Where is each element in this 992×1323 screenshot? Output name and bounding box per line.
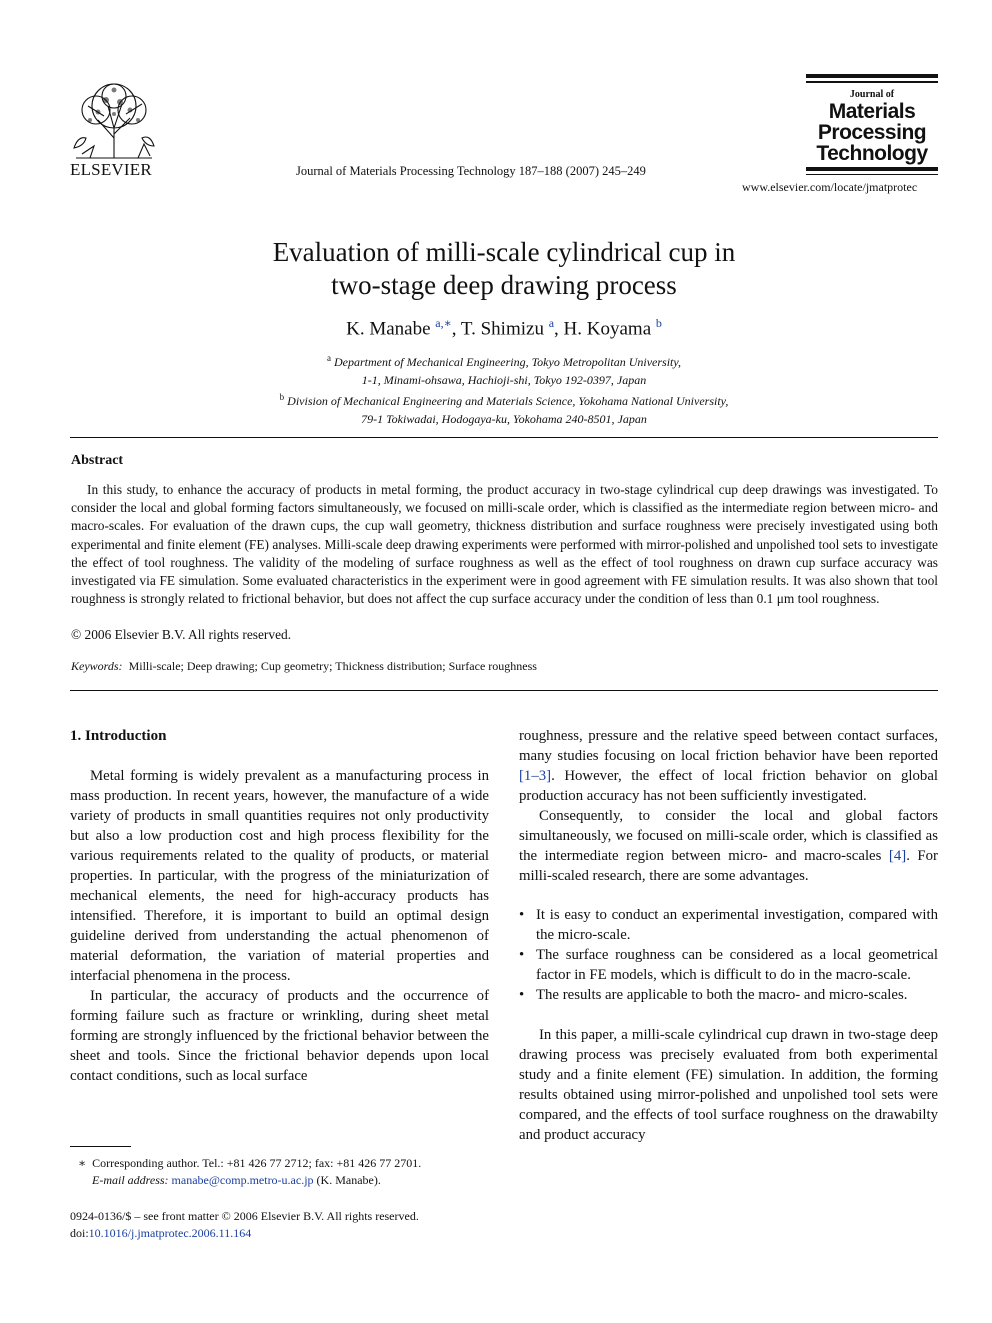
list-item: • The results are applicable to both the macro- and micro-scales. <box>519 985 938 1005</box>
keywords-list: Milli-scale; Deep drawing; Cup geometry; Thickness distribution; Surface roughness <box>128 659 537 673</box>
author-name: T. Shimizu <box>460 318 544 340</box>
body-column-left <box>70 726 489 1086</box>
title-line: two-stage deep drawing process <box>331 270 677 300</box>
affiliation-line: 1-1, Minami-ohsawa, Hachioji-shi, Tokyo 192-0397, Japan <box>361 372 647 387</box>
paragraph: Consequently, to consider the local and global factors simultaneously, we focused on milli-scale order, which is classified as the intermediate region between micro- and macro-scales [4]. For milli-scaled research, there are some advantages. <box>519 808 938 884</box>
paragraph: In particular, the accuracy of products and the occurrence of forming failure such as fracture or wrinkling, during sheet metal forming are strongly influenced by the frictional behavior between the sheet and tools. Since the frictional behavior depends upon local contact conditions, such as local surface <box>70 988 489 1084</box>
affiliation-marker: b <box>279 392 285 402</box>
affiliations <box>0 350 992 428</box>
journal-name-line: Technology <box>816 141 928 165</box>
corresponding-author-footnote: ∗ Corresponding author. Tel.: +81 426 77 2712; fax: +81 426 77 2701. E-mail address: manabe@comp.metro-u.ac.jp (K. Manabe). <box>78 1156 422 1187</box>
divider <box>70 690 938 691</box>
journal-citation: Journal of Materials Processing Technology 187–188 (2007) 245–249 <box>296 164 646 178</box>
journal-name-line: Processing <box>817 120 927 144</box>
author-affiliation-link[interactable]: a,∗ <box>435 316 452 330</box>
list-item: • It is easy to conduct an experimental investigation, compared with the micro-scale. <box>519 905 938 945</box>
affiliation-line: Division of Mechanical Engineering and Materials Science, Yokohama National University, <box>287 394 729 408</box>
email-link[interactable]: manabe@comp.metro-u.ac.jp <box>171 1172 314 1187</box>
article-title <box>0 236 992 302</box>
citation-link[interactable]: [1–3] <box>519 768 552 784</box>
abstract-heading: Abstract <box>71 453 124 468</box>
footnote-divider <box>70 1146 131 1147</box>
journal-url[interactable]: www.elsevier.com/locate/jmatprotec <box>742 180 918 194</box>
paragraph: In this paper, a milli-scale cylindrical cup drawn in two-stage deep drawing process was precisely evaluated from both experimental study and a finite element (FE) simulation. In addition, the forming results obtained using mirror-polished and unpolished tool sets were compared, and the effects of tool surface roughness on the drawabilty and product accuracy <box>519 1027 938 1143</box>
publisher-name: ELSEVIER <box>70 160 152 179</box>
author-list: K. Manabe $^{a,∗}$, T. Shimizu $^a$, H. Koyama $^b$ <box>346 316 662 340</box>
journal-masthead <box>806 74 938 175</box>
author-affiliation-link[interactable]: a <box>548 316 555 330</box>
divider <box>70 437 938 438</box>
issn-line: 0924-0136/$ – see front matter © 2006 Elsevier B.V. All rights reserved. <box>70 1209 419 1223</box>
title-line: Evaluation of milli-scale cylindrical cup in <box>272 237 736 267</box>
author-affiliation-link[interactable]: b <box>655 316 662 330</box>
citation-link[interactable]: [4] <box>888 848 907 864</box>
affiliation-line: 79-1 Tokiwadai, Hodogaya-ku, Yokohama 240-8501, Japan <box>361 411 647 426</box>
advantage-list <box>519 905 938 1005</box>
body-column-right <box>519 726 938 1145</box>
abstract-copyright: © 2006 Elsevier B.V. All rights reserved. <box>71 627 292 642</box>
keywords <box>71 659 537 674</box>
journal-name-line: Materials <box>828 99 916 123</box>
author-name: K. Manabe <box>346 318 431 340</box>
affiliation-line: Department of Mechanical Engineering, Tokyo Metropolitan University, <box>333 355 682 369</box>
paragraph: Metal forming is widely prevalent as a manufacturing process in mass production. In recent years, however, the manufacture of a wide variety of products in small quantities requires not only productivity but also a low production cost and high process flexibility for the various requirements related to the quality of products, or material properties. In particular, with the progress of the miniaturization of mechanical elements, the need for high-accuracy products has intensified. Therefore, it is important to build an optimal design guideline derived from understanding the actual phenomenon of material deformation, the variation of material properties and interfacial phenomena in the process. <box>70 768 489 984</box>
abstract-text: In this study, to enhance the accuracy of products in metal forming, the product accuracy in two-stage cylindrical cup deep drawings was investigated. To consider the local and global forming factors simultaneously, we focused on milli-scale order, which is classified as the intermediate region between micro- and macro-scales. For evaluation of the drawn cups, the cup wall geometry, thickness distribution and surface roughness were precisely investigated using both experimental and finite element (FE) analyses. Milli-scale deep drawing experiments were performed with mirror-polished and unpolished tool sets to investigate the effect of tool roughness. The validity of the modeling of surface roughness as well as the effect of tool roughness on drawn cup surface accuracy was investigated via FE simulation. Some evaluated characteristics in the experiment were in good agreement with FE simulation results. It was also shown that tool roughness is strongly related to frictional behavior, but does not affect the cup surface accuracy under the condition of less than 0.1 μm tool roughness. <box>71 482 938 607</box>
journal-of-label: Journal of <box>849 88 895 100</box>
footnote-contact: Corresponding author. Tel.: +81 426 77 2712; fax: +81 426 77 2701. <box>92 1156 422 1170</box>
footnote-marker: ∗ <box>78 1156 87 1170</box>
journal-name <box>806 101 938 164</box>
section-heading: 1. Introduction <box>70 728 167 744</box>
paragraph: roughness, pressure and the relative speed between contact surfaces, many studies focusing on local friction behavior have been reported [1–3]. However, the effect of local friction behavior on global production accuracy has not been sufficiently investigated. <box>519 728 938 804</box>
doi-label: doi: <box>70 1225 89 1240</box>
affiliation-marker: a <box>326 353 331 363</box>
author-name: H. Koyama <box>563 318 652 340</box>
doi-link[interactable]: 10.1016/j.jmatprotec.2006.11.164 <box>88 1225 252 1240</box>
front-matter <box>70 1208 419 1241</box>
keywords-label: Keywords: <box>71 659 123 673</box>
email-label: E-mail address: <box>92 1172 169 1187</box>
list-item: • The surface roughness can be considered as a local geometrical factor in FE models, which is difficult to do in the macro-scale. <box>519 945 938 985</box>
